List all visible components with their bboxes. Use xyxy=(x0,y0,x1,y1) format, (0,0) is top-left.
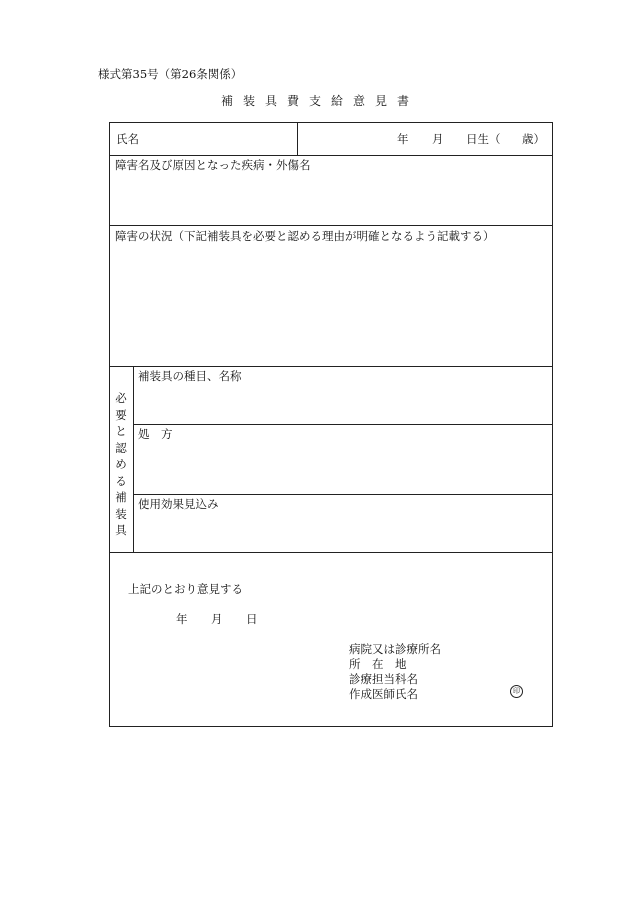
page-title: 補装具費支給意見書 xyxy=(220,94,419,108)
prescription-label: 処 方 xyxy=(138,427,173,441)
row-divider xyxy=(109,552,553,553)
seal-mark: 印 xyxy=(510,685,523,698)
row-divider xyxy=(109,155,553,156)
row-divider xyxy=(133,494,553,495)
hospital-label: 病院又は診療所名 xyxy=(349,642,441,656)
condition-field[interactable] xyxy=(115,246,545,361)
address-label: 所 在 地 xyxy=(349,657,407,671)
birth-year-label: 年 xyxy=(397,132,409,146)
disability-name-field[interactable] xyxy=(115,174,545,222)
declaration-year-label: 年 xyxy=(176,612,188,626)
declaration-month-label: 月 xyxy=(211,612,223,626)
row-divider xyxy=(109,225,553,226)
expected-effect-label: 使用効果見込み xyxy=(138,497,219,511)
prescription-field[interactable] xyxy=(138,444,546,490)
side-label-divider xyxy=(133,366,134,552)
age-label: 歳） xyxy=(522,132,545,146)
condition-label: 障害の状況（下記補装具を必要と認める理由が明確となるよう記載する） xyxy=(115,229,495,243)
name-label: 氏名 xyxy=(116,132,139,146)
department-label: 診療担当科名 xyxy=(349,672,418,686)
birth-month-label: 月 xyxy=(432,132,444,146)
row-divider xyxy=(133,424,553,425)
name-divider xyxy=(297,122,298,156)
form-code: 様式第35号（第26条関係） xyxy=(98,67,243,81)
doctor-name-label: 作成医師氏名 xyxy=(349,687,418,701)
type-name-label: 補装具の種目、名称 xyxy=(138,369,242,383)
required-device-side-label: 必要と認める補装具 xyxy=(115,391,127,537)
disability-name-label: 障害名及び原因となった疾病・外傷名 xyxy=(115,158,311,172)
type-name-field[interactable] xyxy=(138,386,546,420)
declaration-day-label: 日 xyxy=(246,612,258,626)
declaration-statement: 上記のとおり意見する xyxy=(128,582,243,596)
expected-effect-field[interactable] xyxy=(138,514,546,548)
birth-day-label: 日生（ xyxy=(466,132,501,146)
row-divider xyxy=(109,366,553,367)
name-value-field[interactable] xyxy=(150,128,290,148)
